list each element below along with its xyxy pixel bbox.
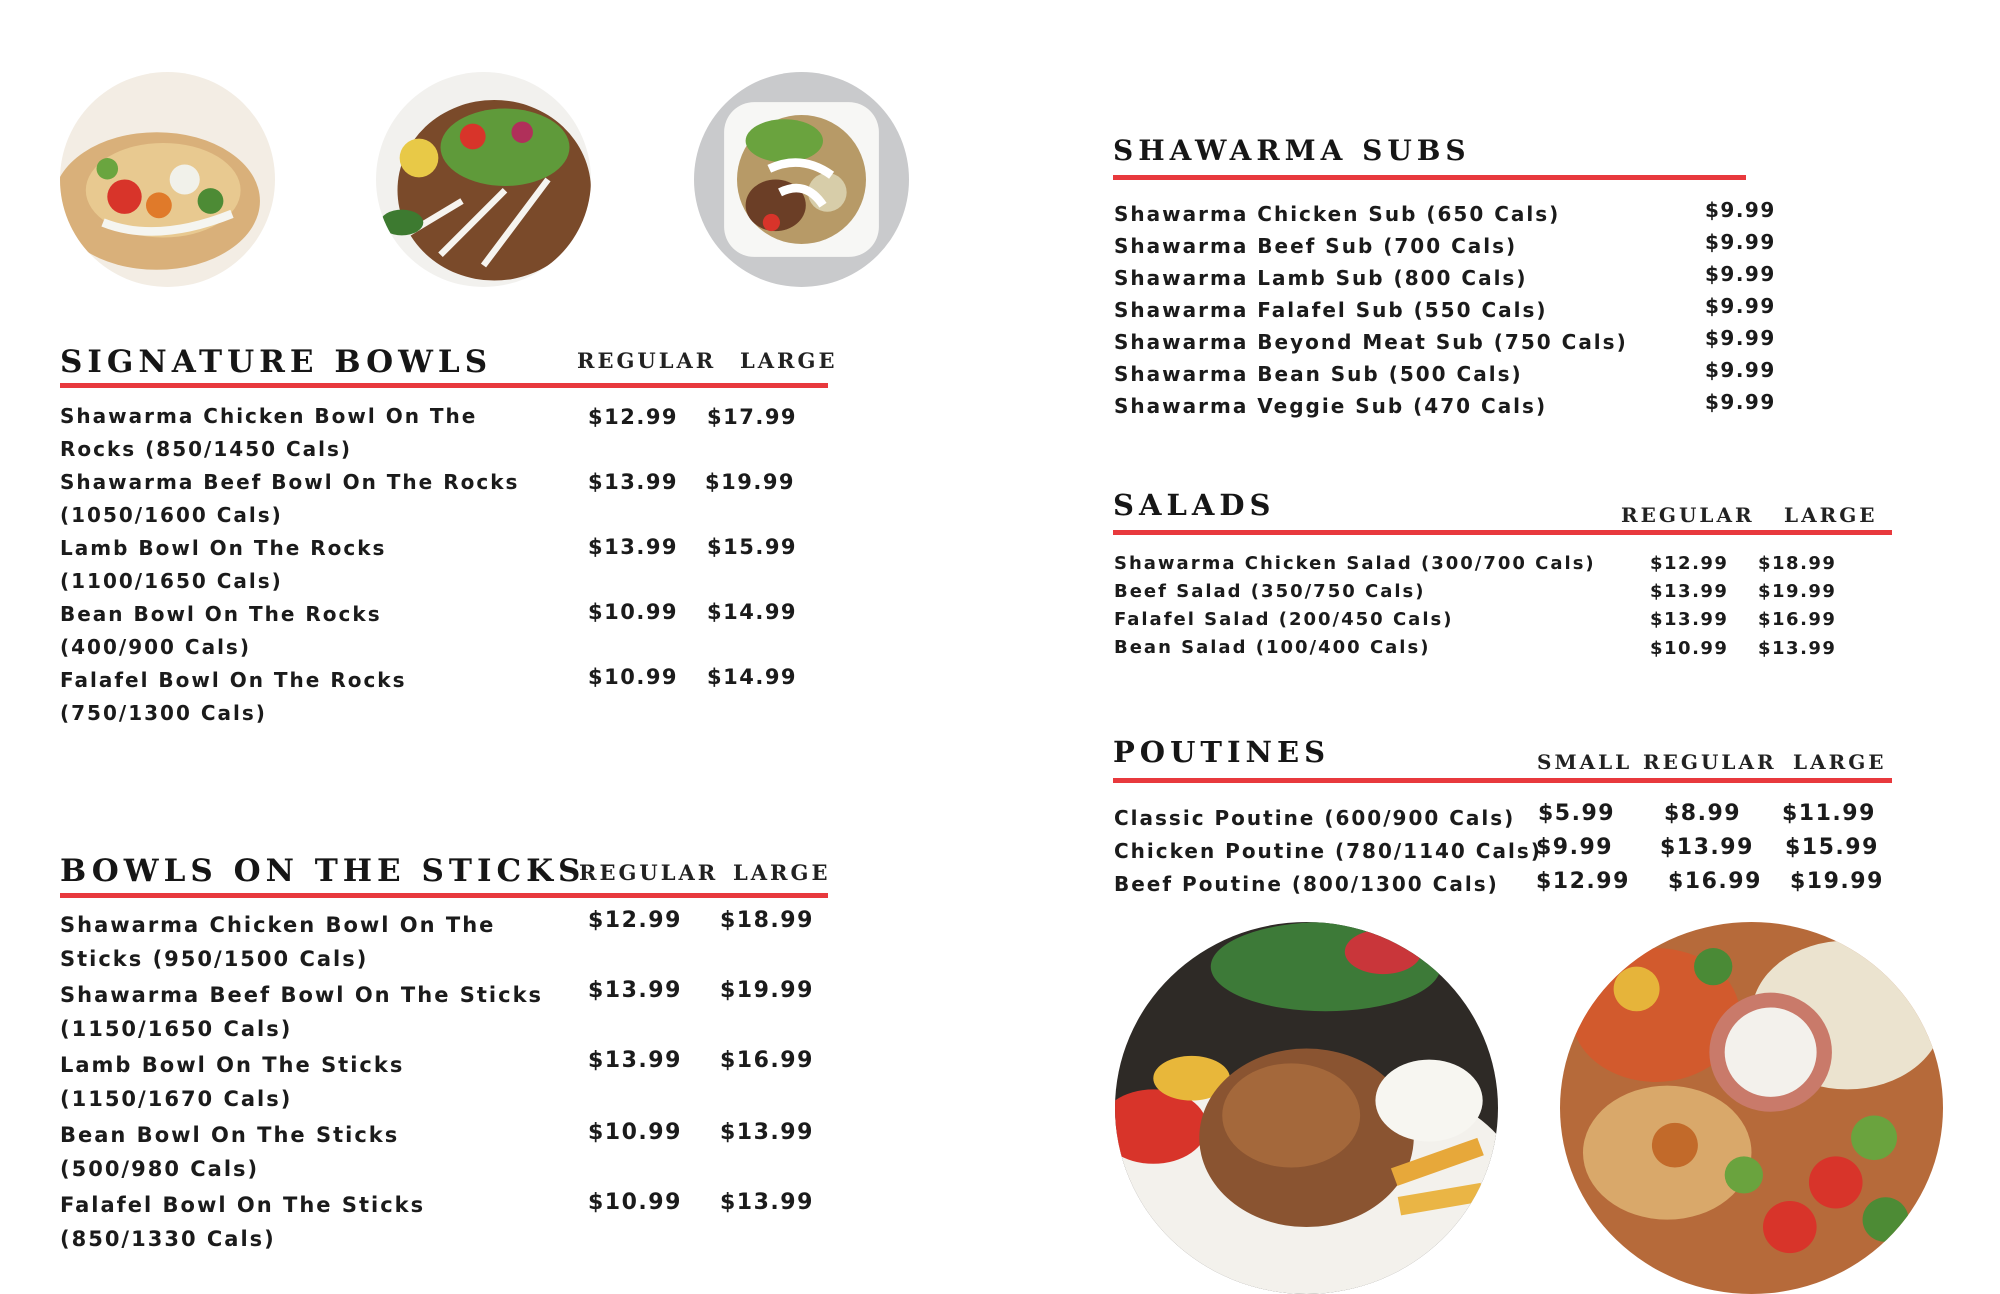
price-regular: $13.99 <box>1660 835 1754 860</box>
menu-item: Shawarma Bean Sub (500 Cals) <box>1114 362 1523 386</box>
menu-item: Bean Salad (100/400 Cals) <box>1114 637 1431 658</box>
menu-item: Shawarma Veggie Sub (470 Cals) <box>1114 394 1548 418</box>
price-regular: $13.99 <box>588 470 679 494</box>
item-calories: (1150/1670 Cals) <box>60 1087 293 1111</box>
price-large: $18.99 <box>720 908 814 933</box>
item-calories: (1100/1650 Cals) <box>60 569 283 593</box>
column-header-large: LARGE <box>733 860 831 885</box>
price-small: $5.99 <box>1538 801 1616 826</box>
price-small: $9.99 <box>1536 835 1614 860</box>
price-small: $12.99 <box>1536 869 1630 894</box>
price-large: $13.99 <box>720 1190 814 1215</box>
price-regular: $10.99 <box>588 600 679 624</box>
item-calories: (1050/1600 Cals) <box>60 503 283 527</box>
price: $9.99 <box>1705 198 1776 222</box>
menu-item: Shawarma Chicken Sub (650 Cals) <box>1114 202 1561 226</box>
menu-item <box>60 1188 425 1256</box>
section-title: BOWLS ON THE STICKS <box>60 853 586 889</box>
menu-item: Shawarma Beyond Meat Sub (750 Cals) <box>1114 330 1628 354</box>
price: $9.99 <box>1705 294 1776 318</box>
price-large: $19.99 <box>720 978 814 1003</box>
section-divider <box>60 383 828 388</box>
item-name: Falafel Bowl On The Rocks <box>60 668 407 692</box>
section-title: SIGNATURE BOWLS <box>60 344 493 380</box>
price-regular: $13.99 <box>1650 581 1729 602</box>
menu-item <box>60 978 543 1046</box>
menu-item: Chicken Poutine (780/1140 Cals) <box>1114 839 1542 863</box>
price-large: $13.99 <box>720 1120 814 1145</box>
column-header-regular: REGULAR <box>579 860 719 885</box>
item-calories: Rocks (850/1450 Cals) <box>60 437 353 461</box>
item-calories: (850/1330 Cals) <box>60 1227 276 1251</box>
price-regular: $12.99 <box>588 908 682 933</box>
menu-item <box>60 664 407 730</box>
section-divider <box>1113 175 1746 180</box>
column-header-large: LARGE <box>740 348 838 373</box>
section-divider <box>60 893 828 898</box>
menu-item: Beef Poutine (800/1300 Cals) <box>1114 872 1499 896</box>
price: $9.99 <box>1705 358 1776 382</box>
column-header-large: LARGE <box>1793 750 1887 774</box>
price-regular: $13.99 <box>588 535 679 559</box>
price-large: $18.99 <box>1758 553 1837 574</box>
price-large: $19.99 <box>1790 869 1884 894</box>
item-name: Bean Bowl On The Sticks <box>60 1123 400 1147</box>
price-regular: $16.99 <box>1668 869 1762 894</box>
price-regular: $10.99 <box>588 665 679 689</box>
menu-item: Shawarma Lamb Sub (800 Cals) <box>1114 266 1528 290</box>
price-regular: $10.99 <box>588 1190 682 1215</box>
menu-item: Beef Salad (350/750 Cals) <box>1114 581 1426 602</box>
item-calories: (400/900 Cals) <box>60 635 251 659</box>
menu-item: Classic Poutine (600/900 Cals) <box>1114 806 1516 830</box>
price-large: $14.99 <box>707 600 798 624</box>
menu-item: Shawarma Falafel Sub (550 Cals) <box>1114 298 1548 322</box>
item-name: Shawarma Chicken Bowl On The <box>60 404 478 428</box>
price-regular: $13.99 <box>1650 609 1729 630</box>
price: $9.99 <box>1705 262 1776 286</box>
hummus-salad-platter-photo <box>1560 922 1943 1294</box>
menu-item <box>60 1118 399 1186</box>
price: $9.99 <box>1705 390 1776 414</box>
item-calories: (750/1300 Cals) <box>60 701 267 725</box>
item-calories: (1150/1650 Cals) <box>60 1017 293 1041</box>
price-large: $16.99 <box>720 1048 814 1073</box>
menu-item <box>60 598 382 664</box>
menu-item <box>60 532 386 598</box>
pita-wrap-photo <box>60 72 275 287</box>
price-large: $15.99 <box>1785 835 1879 860</box>
menu-item <box>60 908 495 976</box>
menu-item <box>60 1048 404 1116</box>
item-name: Shawarma Beef Bowl On The Sticks <box>60 983 544 1007</box>
price-large: $15.99 <box>707 535 798 559</box>
menu-item <box>60 466 519 532</box>
section-title: SHAWARMA SUBS <box>1113 134 1471 167</box>
column-header-large: LARGE <box>1784 503 1878 527</box>
item-name: Lamb Bowl On The Rocks <box>60 536 387 560</box>
item-name: Lamb Bowl On The Sticks <box>60 1053 405 1077</box>
menu-item: Shawarma Beef Sub (700 Cals) <box>1114 234 1518 258</box>
price-regular: $13.99 <box>588 978 682 1003</box>
price-regular: $13.99 <box>588 1048 682 1073</box>
item-name: Falafel Bowl On The Sticks <box>60 1193 426 1217</box>
price-large: $19.99 <box>1758 581 1837 602</box>
price: $9.99 <box>1705 326 1776 350</box>
shawarma-fries-plate-photo <box>1115 922 1498 1294</box>
menu-item: Falafel Salad (200/450 Cals) <box>1114 609 1454 630</box>
price-regular: $12.99 <box>1650 553 1729 574</box>
price-large: $19.99 <box>705 470 796 494</box>
price-regular: $10.99 <box>588 1120 682 1145</box>
beef-salad-photo <box>376 72 591 287</box>
price-large: $16.99 <box>1758 609 1837 630</box>
column-header-small: SMALL <box>1537 750 1633 774</box>
section-divider <box>1113 530 1892 535</box>
price: $9.99 <box>1705 230 1776 254</box>
price-large: $13.99 <box>1758 638 1837 659</box>
price-large: $11.99 <box>1782 801 1876 826</box>
menu-item: Shawarma Chicken Salad (300/700 Cals) <box>1114 553 1596 574</box>
section-divider <box>1113 778 1892 783</box>
price-large: $17.99 <box>707 405 798 429</box>
item-calories: (500/980 Cals) <box>60 1157 260 1181</box>
menu-item <box>60 400 477 466</box>
section-title: SALADS <box>1113 488 1276 522</box>
item-name: Shawarma Beef Bowl On The Rocks <box>60 470 520 494</box>
item-name: Bean Bowl On The Rocks <box>60 602 382 626</box>
column-header-regular: REGULAR <box>1621 503 1755 527</box>
price-regular: $12.99 <box>588 405 679 429</box>
price-regular: $10.99 <box>1650 638 1729 659</box>
price-large: $14.99 <box>707 665 798 689</box>
rice-bowl-photo <box>694 72 909 287</box>
column-header-regular: REGULAR <box>1643 750 1777 774</box>
item-calories: Sticks (950/1500 Cals) <box>60 947 369 971</box>
item-name: Shawarma Chicken Bowl On The <box>60 913 496 937</box>
column-header-regular: REGULAR <box>577 348 717 373</box>
price-regular: $8.99 <box>1664 801 1742 826</box>
section-title: POUTINES <box>1113 735 1331 769</box>
